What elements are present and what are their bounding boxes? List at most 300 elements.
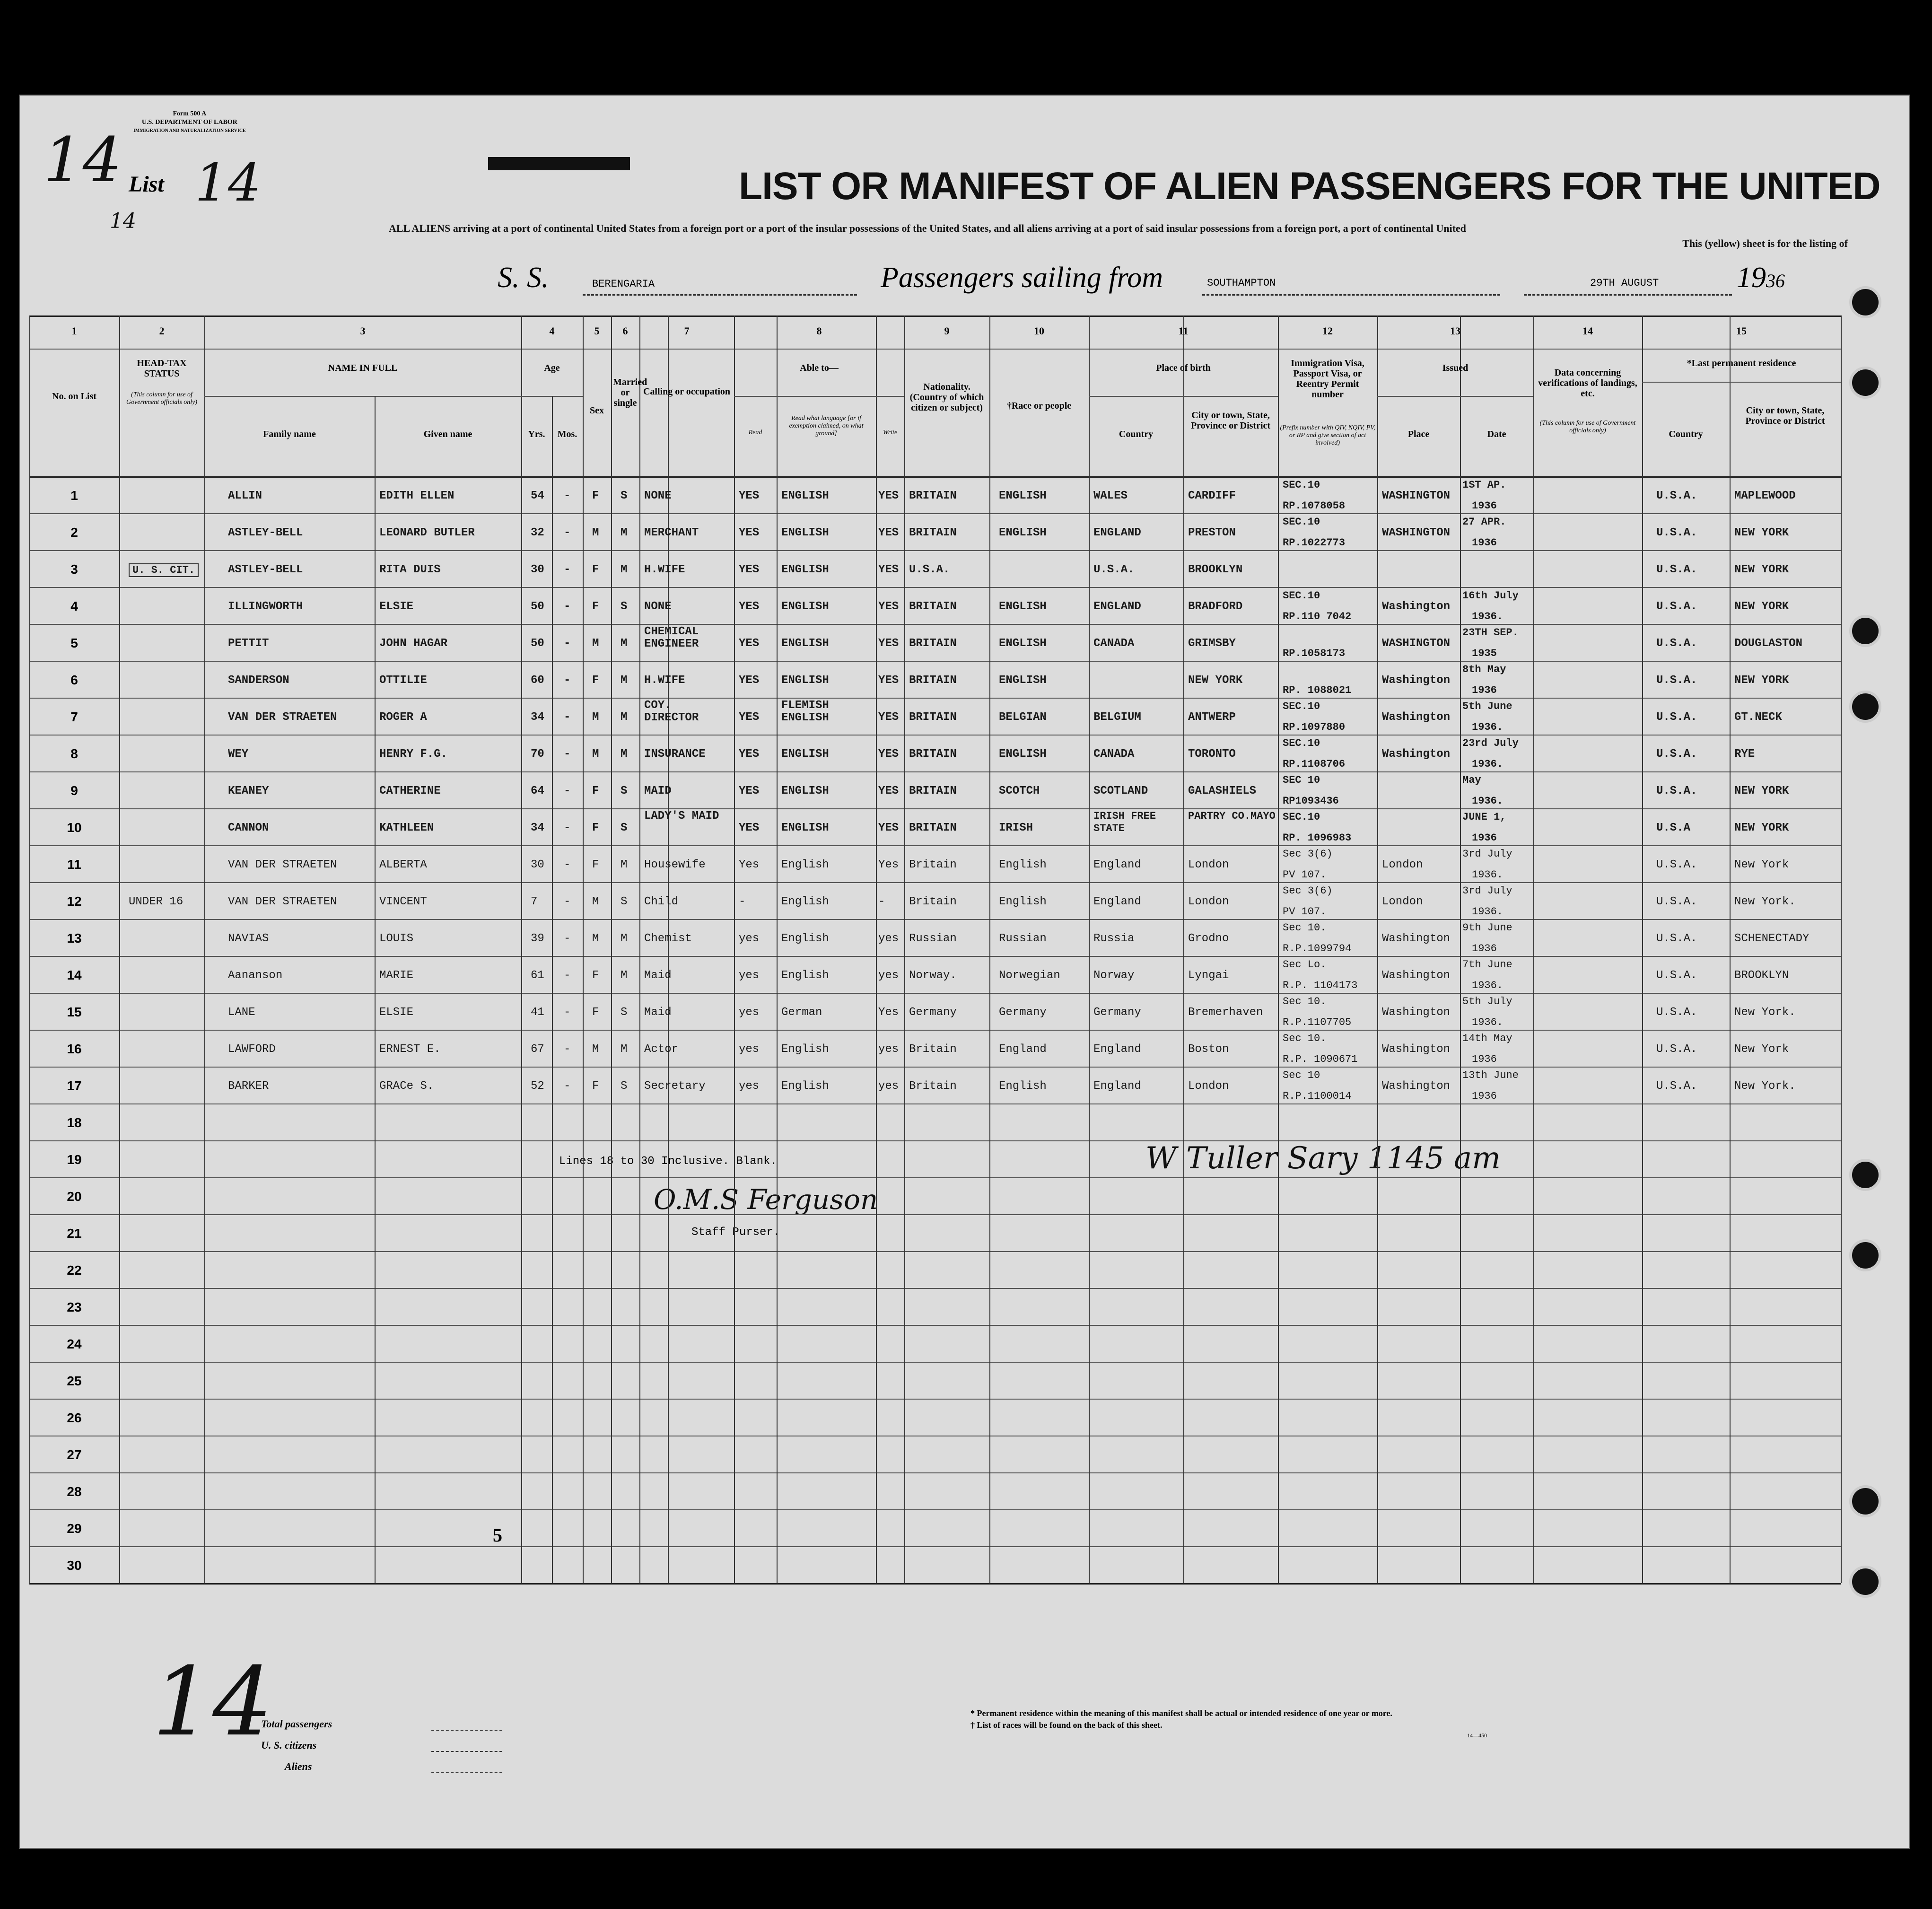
birth-country-cell: SCOTLAND: [1093, 785, 1148, 797]
given-name-cell: RITA DUIS: [379, 563, 441, 576]
residence-country-cell: U.S.A.: [1656, 637, 1697, 650]
language-cell: English: [781, 932, 829, 945]
visa-number-cell: R.P.1107705: [1283, 1016, 1352, 1028]
row-number: 25: [67, 1374, 82, 1388]
punch-hole: [1849, 691, 1881, 723]
occupation-cell: Maid: [644, 1006, 672, 1019]
residence-country-cell: U.S.A.: [1656, 711, 1697, 724]
row-rule: [29, 1177, 1841, 1178]
birth-country-cell: WALES: [1093, 490, 1128, 502]
header-landings: Data concerning verifications of landings, etc.: [1538, 368, 1637, 399]
marital-cell: S: [621, 895, 628, 908]
issued-place-cell: Washington: [1382, 600, 1451, 613]
column-number: 9: [944, 325, 950, 337]
punch-hole: [1849, 1159, 1881, 1191]
birth-country-cell: BELGIUM: [1093, 711, 1141, 724]
family-name-cell: LAWFORD: [228, 1043, 276, 1056]
marital-cell: M: [621, 711, 628, 724]
family-name-cell: SANDERSON: [228, 674, 289, 687]
language-cell: ENGLISH: [781, 490, 829, 502]
footer-note-races: † List of races will be found on the back of this sheet.: [970, 1720, 1163, 1730]
residence-city-cell: New York.: [1734, 1080, 1796, 1093]
age-years-cell: 34: [531, 711, 544, 724]
header-issued-date: Date: [1487, 429, 1506, 439]
issued-year-cell: 1936: [1472, 684, 1497, 696]
family-name-cell: ALLIN: [228, 490, 262, 502]
header-landings-note: (This column for use of Government officials only): [1539, 420, 1636, 434]
row-number: 20: [67, 1189, 82, 1204]
birth-country-cell: England: [1093, 858, 1141, 871]
column-number: 8: [816, 325, 822, 337]
residence-city-cell: New York: [1734, 858, 1789, 871]
birth-country-cell: England: [1093, 1043, 1141, 1056]
row-number: 2: [70, 525, 78, 540]
age-months-cell: -: [564, 748, 571, 761]
family-name-cell: ASTLEY-BELL: [228, 563, 303, 576]
row-number: 8: [70, 746, 78, 761]
write-cell: YES: [878, 600, 899, 613]
age-months-cell: -: [564, 526, 571, 539]
sex-cell: F: [592, 563, 599, 576]
row-rule: [29, 1546, 1841, 1547]
birth-city-cell: London: [1188, 858, 1229, 871]
age-years-cell: 54: [531, 490, 544, 502]
occupation-cell: Maid: [644, 969, 672, 982]
language-cell: ENGLISH: [781, 822, 829, 834]
issued-year-cell: 1936.: [1472, 980, 1504, 991]
issued-place-cell: Washington: [1382, 748, 1451, 761]
occupation-cell: H.WIFE: [644, 674, 685, 687]
header-last-residence: *Last permanent residence: [1687, 358, 1796, 368]
read-cell: -: [739, 895, 746, 908]
header-family-name: Family name: [263, 429, 316, 439]
row-rule: [29, 1288, 1841, 1289]
age-months-cell: -: [564, 822, 571, 834]
birth-city-cell: CARDIFF: [1188, 490, 1236, 502]
language-cell: English: [781, 969, 829, 982]
occupation-cell: MAID: [644, 785, 672, 797]
residence-city-cell: MAPLEWOOD: [1734, 490, 1796, 502]
residence-city-cell: BROOKLYN: [1734, 969, 1789, 982]
row-number: 29: [67, 1521, 82, 1536]
nationality-cell: BRITAIN: [909, 490, 957, 502]
row-number: 23: [67, 1300, 82, 1314]
rule: [1642, 382, 1841, 383]
header-birth-city: City or town, State, Province or District: [1190, 410, 1271, 431]
row-rule: [29, 550, 1841, 551]
punch-hole: [1849, 286, 1881, 318]
sex-cell: F: [592, 822, 599, 834]
header-visa: Immigration Visa, Passport Visa, or Reentry Permit number: [1291, 358, 1364, 400]
age-years-cell: 64: [531, 785, 544, 797]
column-rule: [1278, 315, 1279, 1583]
page-title: LIST OR MANIFEST OF ALIEN PASSENGERS FOR THE UNITED: [739, 165, 1880, 208]
column-rule: [1089, 315, 1090, 1583]
header-read-language: Read what language [or if exemption claimed, on what ground]: [789, 415, 864, 437]
visa-number-cell: R.P. 1090671: [1283, 1053, 1358, 1065]
blank-lines-note: Lines 18 to 30 Inclusive. Blank.: [559, 1155, 777, 1168]
header-write: Write: [883, 429, 898, 436]
birth-country-cell: Russia: [1093, 932, 1135, 945]
visa-number-cell: RP.1078058: [1283, 500, 1346, 512]
given-name-cell: KATHLEEN: [379, 822, 434, 834]
language-cell: ENGLISH: [781, 748, 829, 761]
head-tax-cell: UNDER 16: [129, 895, 184, 908]
punch-hole: [1849, 367, 1881, 399]
visa-cell: SEC.10: [1283, 516, 1320, 528]
age-months-cell: -: [564, 1043, 571, 1056]
residence-city-cell: New York.: [1734, 895, 1796, 908]
language-cell: ENGLISH: [781, 526, 829, 539]
read-cell: YES: [739, 600, 760, 613]
column-number: 11: [1178, 325, 1189, 337]
birth-city-cell: Lyngai: [1188, 969, 1229, 982]
row-number: 11: [67, 857, 81, 872]
age-months-cell: -: [564, 895, 571, 908]
residence-city-cell: NEW YORK: [1734, 822, 1789, 834]
footer-aliens: Aliens: [285, 1760, 312, 1772]
write-cell: yes: [878, 932, 899, 945]
issued-date-cell: 27 APR.: [1462, 516, 1506, 528]
birth-country-cell: Norway: [1093, 969, 1135, 982]
form-number: [133, 110, 246, 135]
row-rule: [29, 771, 1841, 772]
column-rule: [777, 315, 778, 1583]
row-number: 30: [67, 1558, 82, 1573]
issued-place-cell: Washington: [1382, 969, 1451, 982]
header-occupation: Calling or occupation: [643, 386, 731, 397]
rule: [1377, 396, 1533, 397]
list-label: List: [129, 172, 164, 197]
family-name-cell: VAN DER STRAETEN: [228, 895, 337, 908]
occupation-cell: Housewife: [644, 858, 706, 871]
header-nationality: Nationality. (Country of which citizen or subject): [909, 382, 984, 413]
sex-cell: M: [592, 748, 599, 761]
row-rule: [29, 1214, 1841, 1215]
inspector-annotation: W Tuller Sary 1145 am: [1145, 1141, 1501, 1176]
manifest-sheet: [19, 95, 1910, 1849]
birth-country-cell: England: [1093, 1080, 1141, 1093]
issued-place-cell: Washington: [1382, 1043, 1451, 1056]
race-cell: Norwegian: [999, 969, 1060, 982]
header-age: Age: [544, 363, 560, 373]
header-head-tax-note: (This column for use of Government officials only): [126, 391, 198, 406]
header-visa-note: (Prefix number with QIV, NQIV, PV, or RP and give section of act involved): [1280, 424, 1375, 447]
row-rule: [29, 882, 1841, 883]
department-name: U.S. DEPARTMENT OF LABOR: [141, 119, 237, 126]
nationality-cell: BRITAIN: [909, 822, 957, 834]
issued-year-cell: 1936.: [1472, 611, 1504, 622]
column-rule: [375, 396, 376, 1583]
residence-country-cell: U.S.A: [1656, 822, 1691, 834]
occupation-cell: MERCHANT: [644, 526, 699, 539]
row-rule: [29, 1325, 1841, 1326]
visa-cell: SEC.10: [1283, 737, 1320, 749]
language-cell: ENGLISH: [781, 600, 829, 613]
family-name-cell: NAVIAS: [228, 932, 269, 945]
race-cell: ENGLISH: [999, 674, 1047, 687]
visa-cell: SEC.10: [1283, 811, 1320, 823]
row-rule: [29, 1251, 1841, 1252]
visa-cell: SEC 10: [1283, 774, 1320, 786]
purser-title: Staff Purser.: [691, 1226, 780, 1239]
family-name-cell: ILLINGWORTH: [228, 600, 303, 613]
given-name-cell: EDITH ELLEN: [379, 490, 455, 502]
family-name-cell: PETTIT: [228, 637, 269, 650]
footer-form-code: 14—450: [1467, 1732, 1487, 1739]
residence-city-cell: NEW YORK: [1734, 674, 1789, 687]
issued-year-cell: 1936: [1472, 537, 1497, 549]
birth-country-cell: CANADA: [1093, 748, 1135, 761]
row-rule: [29, 624, 1841, 625]
column-rule: [1533, 315, 1534, 1583]
language-cell: ENGLISH: [781, 563, 829, 576]
write-cell: YES: [878, 637, 899, 650]
sex-cell: M: [592, 711, 599, 724]
birth-city-cell: London: [1188, 895, 1229, 908]
row-number: 4: [70, 599, 78, 613]
row-rule: [29, 845, 1841, 846]
row-rule: [29, 956, 1841, 957]
marital-cell: S: [621, 785, 628, 797]
header-name-in-full: NAME IN FULL: [328, 363, 398, 373]
age-years-cell: 39: [531, 932, 544, 945]
write-cell: YES: [878, 748, 899, 761]
marital-cell: M: [621, 526, 628, 539]
header-age-months: Mos.: [557, 429, 577, 439]
row-number: 15: [67, 1005, 82, 1019]
marital-cell: M: [621, 674, 628, 687]
occupation-cell: Secretary: [644, 1080, 706, 1093]
family-name-cell: LANE: [228, 1006, 255, 1019]
age-years-cell: 7: [531, 895, 538, 908]
marital-cell: S: [621, 822, 628, 834]
race-cell: English: [999, 895, 1047, 908]
race-cell: SCOTCH: [999, 785, 1040, 797]
given-name-cell: HENRY F.G.: [379, 748, 448, 761]
rule: [29, 315, 1841, 317]
visa-number-cell: RP. 1096983: [1283, 832, 1352, 844]
race-cell: ENGLISH: [999, 490, 1047, 502]
residence-city-cell: DOUGLASTON: [1734, 637, 1803, 650]
given-name-cell: ALBERTA: [379, 858, 427, 871]
marital-cell: M: [621, 858, 628, 871]
row-number: 7: [70, 709, 78, 724]
row-number: 27: [67, 1447, 82, 1462]
ship-name: BERENGARIA: [592, 278, 655, 290]
family-name-cell: KEANEY: [228, 785, 269, 797]
issued-date-cell: 13th June: [1462, 1069, 1519, 1081]
given-name-cell: ROGER A: [379, 711, 427, 724]
row-rule: [29, 698, 1841, 699]
age-months-cell: -: [564, 932, 571, 945]
year-prefix: 19: [1737, 262, 1766, 294]
row-number: 6: [70, 673, 78, 687]
age-months-cell: -: [564, 785, 571, 797]
visa-number-cell: R.P.1100014: [1283, 1090, 1352, 1102]
birth-city-cell: BROOKLYN: [1188, 563, 1243, 576]
column-number: 12: [1322, 325, 1333, 337]
birth-country-cell: Germany: [1093, 1006, 1141, 1019]
column-number: 15: [1736, 325, 1747, 337]
residence-city-cell: New York: [1734, 1043, 1789, 1056]
column-rule: [734, 315, 735, 1583]
given-name-cell: ELSIE: [379, 1006, 414, 1019]
age-months-cell: -: [564, 858, 571, 871]
birth-city-cell: PARTRY CO.MAYO: [1188, 810, 1276, 822]
occupation-cell: COY. DIRECTOR: [644, 699, 699, 724]
row-rule: [29, 1583, 1841, 1585]
issued-date-cell: 1ST AP.: [1462, 479, 1506, 491]
rule: [29, 349, 1841, 350]
row-rule: [29, 919, 1841, 920]
rule: [29, 476, 1841, 478]
issued-year-cell: 1936: [1472, 1090, 1497, 1102]
read-cell: yes: [739, 932, 760, 945]
sailing-year: [1737, 261, 1785, 295]
given-name-cell: ERNEST E.: [379, 1043, 441, 1056]
header-residence-city: City or town, State, Province or District: [1745, 405, 1825, 426]
age-months-cell: -: [564, 969, 571, 982]
race-cell: England: [999, 1043, 1047, 1056]
page-subtitle: ALL ALIENS arriving at a port of continental United States from a foreign port or a port of the insular possessions of the United States, and all aliens arriving at a port of said insular possessions from a foreign port, a port of continental United: [389, 222, 1466, 234]
given-name-cell: OTTILIE: [379, 674, 427, 687]
birth-city-cell: NEW YORK: [1188, 674, 1243, 687]
ship-label: S. S.: [498, 262, 549, 294]
row-number: 14: [67, 968, 82, 982]
sex-cell: F: [592, 858, 599, 871]
given-name-cell: VINCENT: [379, 895, 427, 908]
write-cell: YES: [878, 526, 899, 539]
column-rule: [1841, 315, 1842, 1583]
residence-city-cell: GT.NECK: [1734, 711, 1782, 724]
given-name-cell: JOHN HAGAR: [379, 637, 448, 650]
birth-country-cell: England: [1093, 895, 1141, 908]
issued-place-cell: Washington: [1382, 1006, 1451, 1019]
row-rule: [29, 1030, 1841, 1031]
birth-city-cell: TORONTO: [1188, 748, 1236, 761]
sex-cell: F: [592, 1006, 599, 1019]
column-number: 2: [159, 325, 165, 337]
column-rule: [521, 315, 522, 1583]
residence-city-cell: RYE: [1734, 748, 1755, 761]
language-cell: English: [781, 1080, 829, 1093]
nationality-cell: BRITAIN: [909, 674, 957, 687]
sex-cell: F: [592, 1080, 599, 1093]
age-years-cell: 41: [531, 1006, 544, 1019]
column-number: 3: [360, 325, 366, 337]
occupation-cell: Chemist: [644, 932, 692, 945]
given-name-cell: LOUIS: [379, 932, 414, 945]
birth-country-cell: CANADA: [1093, 637, 1135, 650]
visa-number-cell: RP.1022773: [1283, 537, 1346, 549]
age-years-cell: 34: [531, 822, 544, 834]
write-cell: YES: [878, 563, 899, 576]
birth-city-cell: ANTWERP: [1188, 711, 1236, 724]
write-cell: Yes: [878, 858, 899, 871]
nationality-cell: Germany: [909, 1006, 957, 1019]
issued-year-cell: 1936.: [1472, 906, 1504, 918]
marital-cell: M: [621, 932, 628, 945]
age-months-cell: -: [564, 563, 571, 576]
rule: [204, 396, 521, 397]
age-years-cell: 61: [531, 969, 544, 982]
issued-year-cell: 1936: [1472, 943, 1497, 954]
family-name-cell: WEY: [228, 748, 249, 761]
header-given-name: Given name: [423, 429, 472, 439]
issued-year-cell: 1936.: [1472, 758, 1504, 770]
residence-country-cell: U.S.A.: [1656, 1043, 1697, 1056]
occupation-cell: Actor: [644, 1043, 679, 1056]
column-rule: [29, 315, 30, 1583]
header-able-to: Able to—: [800, 363, 839, 373]
punch-hole: [1849, 1239, 1881, 1271]
given-name-cell: LEONARD BUTLER: [379, 526, 475, 539]
read-cell: YES: [739, 711, 760, 724]
age-years-cell: 30: [531, 858, 544, 871]
birth-city-cell: Boston: [1188, 1043, 1229, 1056]
header-age-years: Yrs.: [528, 429, 545, 439]
age-months-cell: -: [564, 674, 571, 687]
language-cell: ENGLISH: [781, 785, 829, 797]
row-number: 16: [67, 1042, 82, 1056]
row-number: 10: [67, 820, 82, 835]
residence-country-cell: U.S.A.: [1656, 563, 1697, 576]
visa-cell: SEC.10: [1283, 701, 1320, 712]
given-name-cell: GRACe S.: [379, 1080, 434, 1093]
family-name-cell: CANNON: [228, 822, 269, 834]
read-cell: yes: [739, 969, 760, 982]
footer-total-passengers: Total passengers: [261, 1718, 332, 1730]
age-years-cell: 67: [531, 1043, 544, 1056]
family-name-cell: ASTLEY-BELL: [228, 526, 303, 539]
age-months-cell: -: [564, 490, 571, 502]
row-rule: [29, 1472, 1841, 1473]
sex-cell: M: [592, 932, 599, 945]
residence-city-cell: NEW YORK: [1734, 600, 1789, 613]
issued-date-cell: 23TH SEP.: [1462, 627, 1519, 639]
column-rule: [204, 315, 205, 1583]
birth-country-cell: IRISH FREE STATE: [1093, 810, 1156, 834]
issued-year-cell: 1935: [1472, 648, 1497, 659]
row-number: 17: [67, 1078, 82, 1093]
issued-place-cell: Washington: [1382, 711, 1451, 724]
marital-cell: M: [621, 748, 628, 761]
occupation-cell: LADY'S MAID: [644, 810, 719, 823]
row-number: 28: [67, 1484, 82, 1499]
column-rule: [1642, 315, 1643, 1583]
write-cell: YES: [878, 490, 899, 502]
age-months-cell: -: [564, 1080, 571, 1093]
header-head-tax: HEAD-TAX STATUS: [137, 358, 187, 379]
residence-country-cell: U.S.A.: [1656, 969, 1697, 982]
residence-country-cell: U.S.A.: [1656, 1080, 1697, 1093]
visa-number-cell: PV 107.: [1283, 869, 1327, 881]
given-name-cell: CATHERINE: [379, 785, 441, 797]
issued-date-cell: 5th June: [1462, 701, 1512, 712]
residence-country-cell: U.S.A.: [1656, 526, 1697, 539]
issued-year-cell: 1936.: [1472, 795, 1504, 807]
family-name-cell: BARKER: [228, 1080, 269, 1093]
residence-city-cell: New York.: [1734, 1006, 1796, 1019]
row-rule: [29, 1362, 1841, 1363]
column-number: 10: [1034, 325, 1044, 337]
issued-date-cell: JUNE 1,: [1462, 811, 1506, 823]
port-of-departure: SOUTHAMPTON: [1207, 277, 1276, 289]
birth-city-cell: Grodno: [1188, 932, 1229, 945]
read-cell: yes: [739, 1043, 760, 1056]
issued-place-cell: WASHINGTON: [1382, 637, 1451, 650]
